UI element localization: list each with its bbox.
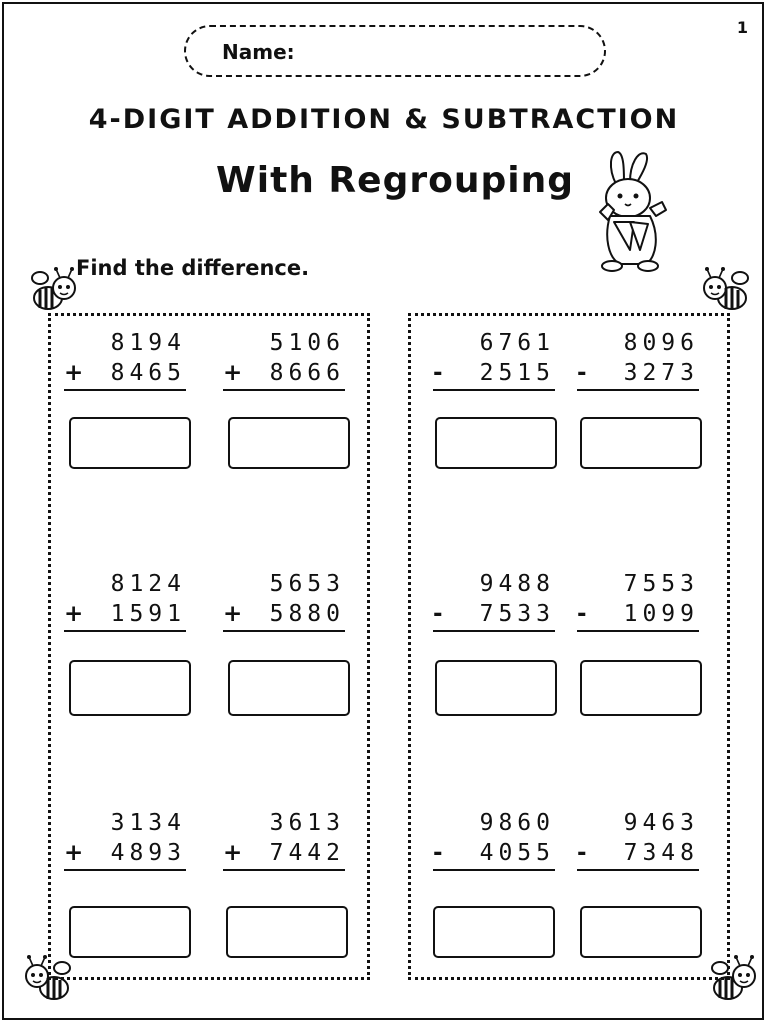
bottom-number: 1099: [623, 601, 699, 627]
answer-box[interactable]: [435, 417, 557, 469]
answer-rule: [223, 630, 345, 632]
plus-sign: +: [223, 840, 243, 866]
top-number: 8194: [110, 330, 186, 356]
top-number: 9488: [479, 571, 555, 597]
answer-box[interactable]: [69, 906, 191, 958]
subtraction-panel: [408, 313, 730, 980]
top-number: 3613: [269, 810, 345, 836]
plus-sign: +: [64, 840, 84, 866]
answer-rule: [577, 630, 699, 632]
addition-problem: [223, 808, 345, 871]
plus-sign: +: [64, 360, 84, 386]
name-field[interactable]: [184, 25, 606, 77]
answer-box[interactable]: [69, 417, 191, 469]
top-number: 8124: [110, 571, 186, 597]
minus-sign: -: [577, 360, 587, 386]
bottom-number: 5880: [269, 601, 345, 627]
answer-box[interactable]: [580, 906, 702, 958]
top-number: 5653: [269, 571, 345, 597]
answer-rule: [433, 869, 555, 871]
answer-box[interactable]: [580, 417, 702, 469]
bottom-number: 3273: [623, 360, 699, 386]
addition-problem: [223, 569, 345, 632]
top-number: 8096: [623, 330, 699, 356]
minus-sign: -: [577, 601, 587, 627]
addition-problem: [64, 328, 186, 391]
answer-rule: [577, 389, 699, 391]
subtraction-problem: [433, 808, 555, 871]
bottom-number: 2515: [479, 360, 555, 386]
minus-sign: -: [433, 601, 443, 627]
answer-box[interactable]: [435, 660, 557, 716]
subtraction-problem: [433, 328, 555, 391]
bottom-number: 7348: [623, 840, 699, 866]
answer-rule: [577, 869, 699, 871]
addition-problem: [64, 808, 186, 871]
bunny-with-carrots-icon: [590, 146, 676, 274]
bottom-number: 7442: [269, 840, 345, 866]
addition-problem: [223, 328, 345, 391]
answer-rule: [64, 389, 186, 391]
plus-sign: +: [64, 601, 84, 627]
page-number: 1: [736, 18, 748, 37]
top-number: 6761: [479, 330, 555, 356]
bottom-number: 8666: [269, 360, 345, 386]
subtraction-problem: [433, 569, 555, 632]
answer-box[interactable]: [228, 417, 350, 469]
answer-box[interactable]: [69, 660, 191, 716]
subtraction-problem: [577, 569, 699, 632]
answer-rule: [223, 869, 345, 871]
addition-problem: [64, 569, 186, 632]
bee-icon: [700, 266, 752, 316]
bottom-number: 4055: [479, 840, 555, 866]
answer-box[interactable]: [580, 660, 702, 716]
answer-rule: [433, 630, 555, 632]
minus-sign: -: [577, 840, 587, 866]
top-number: 9463: [623, 810, 699, 836]
bee-icon: [26, 266, 78, 316]
plus-sign: +: [223, 360, 243, 386]
bottom-number: 1591: [110, 601, 186, 627]
top-number: 3134: [110, 810, 186, 836]
top-number: 7553: [623, 571, 699, 597]
top-number: 5106: [269, 330, 345, 356]
minus-sign: -: [433, 840, 443, 866]
worksheet-subtitle: With Regrouping: [216, 160, 574, 201]
answer-box[interactable]: [228, 660, 350, 716]
subtraction-problem: [577, 328, 699, 391]
worksheet-title: 4-DIGIT ADDITION & SUBTRACTION: [88, 104, 680, 135]
minus-sign: -: [433, 360, 443, 386]
plus-sign: +: [223, 601, 243, 627]
answer-rule: [64, 869, 186, 871]
top-number: 9860: [479, 810, 555, 836]
bottom-number: 4893: [110, 840, 186, 866]
instruction-text: Find the difference.: [76, 256, 310, 280]
addition-panel: [48, 313, 370, 980]
subtraction-problem: [577, 808, 699, 871]
answer-rule: [433, 389, 555, 391]
answer-box[interactable]: [433, 906, 555, 958]
bottom-number: 8465: [110, 360, 186, 386]
name-label: Name:: [222, 40, 295, 64]
answer-rule: [64, 630, 186, 632]
bottom-number: 7533: [479, 601, 555, 627]
answer-box[interactable]: [226, 906, 348, 958]
answer-rule: [223, 389, 345, 391]
